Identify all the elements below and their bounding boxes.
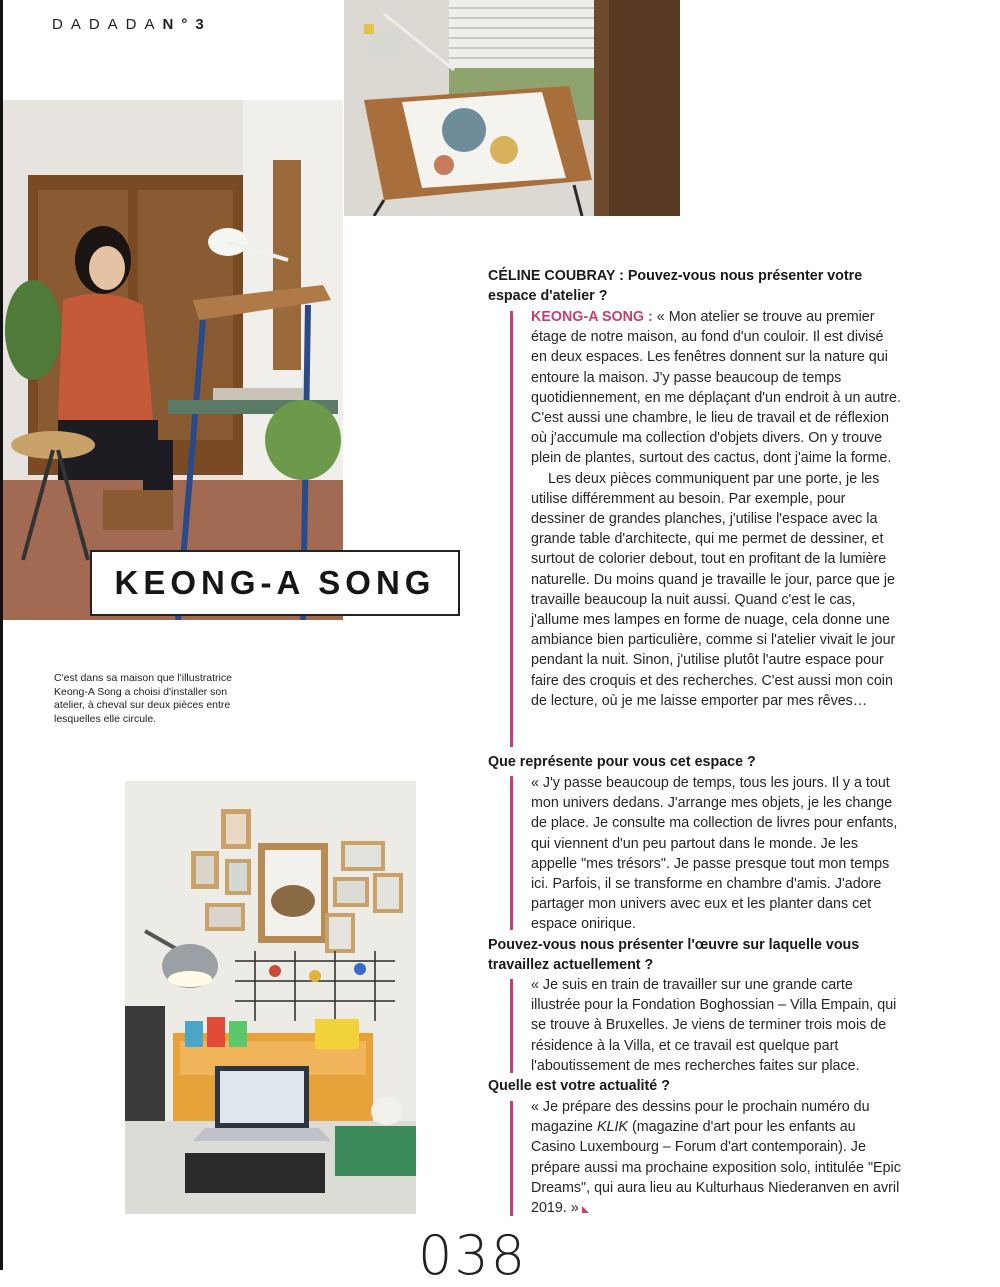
end-mark-icon xyxy=(582,1206,589,1213)
issue-number: N°3 xyxy=(162,16,212,33)
question-1 xyxy=(488,266,908,307)
artist-speaker-name: KEONG-A SONG : xyxy=(531,309,653,325)
answer-4-bar xyxy=(510,1101,513,1216)
artist-name-box xyxy=(90,550,460,616)
answer-2-bar xyxy=(510,776,513,930)
answer-1-paragraph-2: Les deux pièces communiquent par une porte, je les utilise différemment au besoin. Par exemple, pour dessiner de grandes planches, j'utilise l'espace avec la grande table d'architecte, qui me permet de dessiner, et surtout de colorier debout, tout en profitant de la lumière naturelle. Du moins quand je travaille le jour, parce que je travaille beaucoup la nuit aussi. Quand c'est le cas, j'allume mes lampes en forme de nuage, cela donne une ambiance bien particulière, comme si l'atelier vivait le jour pendant la nuit. Sinon, j'utilise plutôt l'autre espace pour faire des croquis et des recherches. C'est aussi mon coin de lecture, où je me laisse emporter par mes rêves… xyxy=(531,470,896,709)
question-3: Pouvez-vous nous présenter l'œuvre sur laquelle vous travaillez actuellement ? xyxy=(488,937,860,974)
magazine-header xyxy=(52,16,212,33)
drafting-table-illustration xyxy=(344,0,680,216)
answer-4-text-end: (magazine d'art pour les enfants au Casino Luxembourg – Forum d'art contemporain). Je prépare aussi ma prochaine exposition solo, intitulée "Epic Dreams", qui aura lieu au Kulturhaus Niederanven en avril 2019. » xyxy=(531,1119,901,1217)
answer-2: « J'y passe beaucoup de temps, tous les jours. Il y a tout mon univers dedans. J'arrange mes objets, je les change de place. Je consulte ma collection de livres pour enfants, qui viennent d'un peu partout dans le monde. Je les appelle "mes trésors". Je passe presque tout mon temps ici. Parfois, il se transforme en chambre d'amis. J'adore partager mon univers avec eux et les planter dans cet espace onirique. xyxy=(531,775,898,933)
answer-4 xyxy=(531,1097,903,1218)
question-1-text: Pouvez-vous nous présenter votre espace d'atelier ? xyxy=(488,268,863,305)
artist-portrait-illustration xyxy=(3,100,343,620)
magazine-name: KLIK xyxy=(596,1119,628,1136)
magazine-title: DADADA xyxy=(52,16,163,33)
page-number: 038 xyxy=(418,1224,528,1287)
answer-4-text-start: « Je prépare des dessins pour le prochain numéro du magazine xyxy=(531,1099,870,1136)
photo-desk-workspace xyxy=(125,781,416,1214)
answer-1-bar xyxy=(510,311,513,747)
artist-name: KEONG-A SONG xyxy=(114,564,436,601)
answer-3: « Je suis en train de travailler sur une grande carte illustrée pour la Fondation Boghossian – Villa Empain, qui se trouve à Bruxelles. Je viens de terminer trois mois de résidence à la Villa, et ce travail est quelque part l'aboutissement de mes recherches faites sur place. xyxy=(531,977,897,1074)
interviewer-name: CÉLINE COUBRAY : xyxy=(488,268,624,284)
answer-3-bar xyxy=(510,979,513,1073)
photo-artist-at-desk xyxy=(3,100,343,620)
answer-1-paragraph-1: « Mon atelier se trouve au premier étage de notre maison, au fond d'un couloir. Il est divisé en deux espaces. Les fenêtres donnent sur la nature qui entoure la maison. J'y passe beaucoup de temps quotidiennement, en me déplaçant d'un endroit à un autre. C'est aussi une chambre, le lieu de travail et de réflexion où j'accumule ma collection d'objets divers. On y trouve plein de plantes, surtout des cactus, dont j'aime la forme. xyxy=(531,309,901,467)
question-2: Que représente pour vous cet espace ? xyxy=(488,754,756,770)
photo-drafting-table-window xyxy=(344,0,680,216)
workspace-illustration xyxy=(125,781,416,1214)
question-4: Quelle est votre actualité ? xyxy=(488,1078,670,1094)
photo-caption: C'est dans sa maison que l'illustratrice Keong-A Song a choisi d'installer son atelier, à cheval sur deux pièces entre lesquelles elle circule. xyxy=(54,672,232,725)
answer-1 xyxy=(531,307,903,711)
